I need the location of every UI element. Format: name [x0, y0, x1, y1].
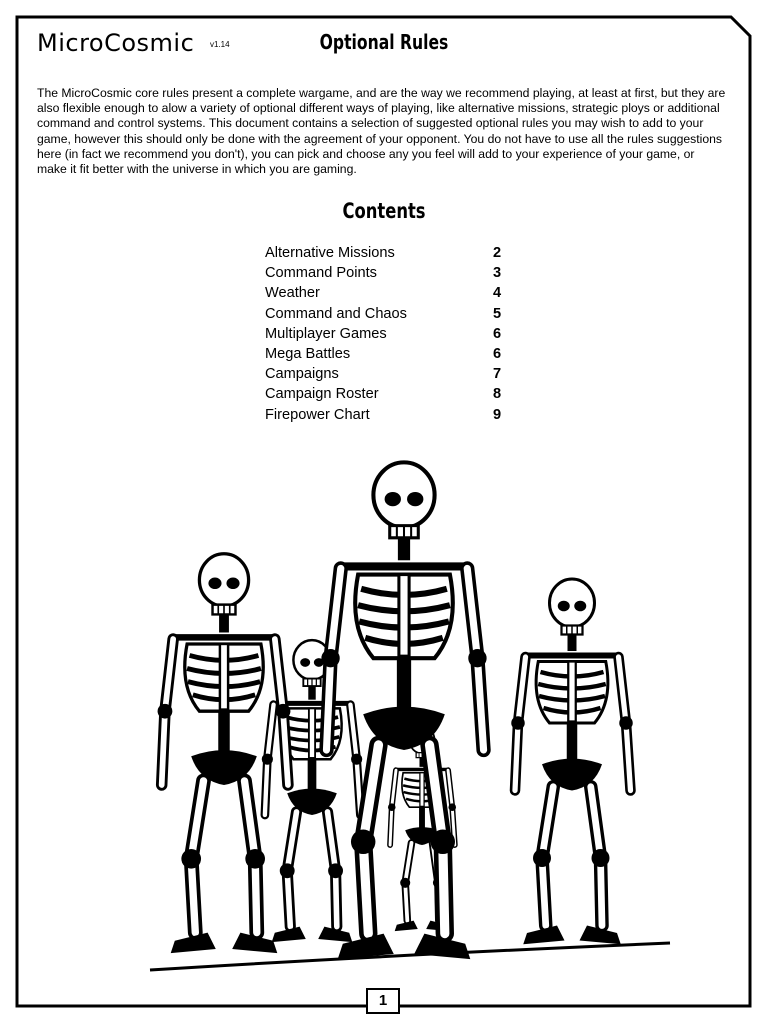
toc-item[interactable]	[265, 345, 505, 365]
toc-item-page: 4	[493, 285, 502, 302]
toc-item-label: Campaigns	[265, 366, 339, 383]
toc-item-label: Mega Battles	[265, 345, 351, 362]
microcosmic-logo: MicroCosmic	[37, 29, 195, 57]
toc-item[interactable]	[265, 264, 505, 284]
page-title: Optional Rules	[319, 30, 449, 54]
skeleton-robots-illustration	[90, 455, 690, 985]
toc-item-page: 3	[493, 265, 502, 282]
toc-item[interactable]	[265, 365, 505, 385]
toc-item-page: 5	[493, 305, 502, 322]
toc-item[interactable]	[265, 385, 505, 405]
toc-item[interactable]	[265, 244, 505, 264]
toc-item-label: Command and Chaos	[265, 305, 407, 322]
contents-list	[265, 244, 505, 426]
toc-item[interactable]	[265, 284, 505, 304]
toc-item-label: Weather	[265, 285, 320, 302]
intro-paragraph: The MicroCosmic core rules present a complete wargame, and are the way we recommend playing, at least at first, but they are also flexible enough to alow a variety of optional different ways of playing, like alternative missions, strategic ploys or additional command and control systems. This document contains a selection of suggested optional rules you may wish to add to your game, however this should only be done with the agreement of your opponent. You do not have to use all the rules suggestions here (in fact we recommend you don't), you can pick and choose any you feel will add to your experience of your game, or make it fit better with the universe in which you are gaming.	[37, 86, 726, 177]
toc-item-page: 9	[493, 406, 502, 423]
toc-item-label: Command Points	[265, 265, 377, 282]
page-number: 1	[366, 988, 400, 1014]
toc-item-page: 2	[493, 245, 502, 261]
version-label: v1.14	[210, 40, 230, 49]
contents-heading: Contents	[342, 199, 426, 223]
toc-item-page: 6	[493, 345, 502, 362]
toc-item-label: Multiplayer Games	[265, 325, 387, 342]
toc-item[interactable]	[265, 406, 505, 426]
toc-item[interactable]	[265, 305, 505, 325]
toc-item-label: Firepower Chart	[265, 406, 370, 423]
toc-item-label: Campaign Roster	[265, 386, 379, 403]
toc-item[interactable]	[265, 325, 505, 345]
toc-item-page: 8	[493, 386, 502, 403]
toc-item-page: 6	[493, 325, 502, 342]
toc-item-label: Alternative Missions	[265, 245, 395, 261]
toc-item-page: 7	[493, 366, 502, 383]
